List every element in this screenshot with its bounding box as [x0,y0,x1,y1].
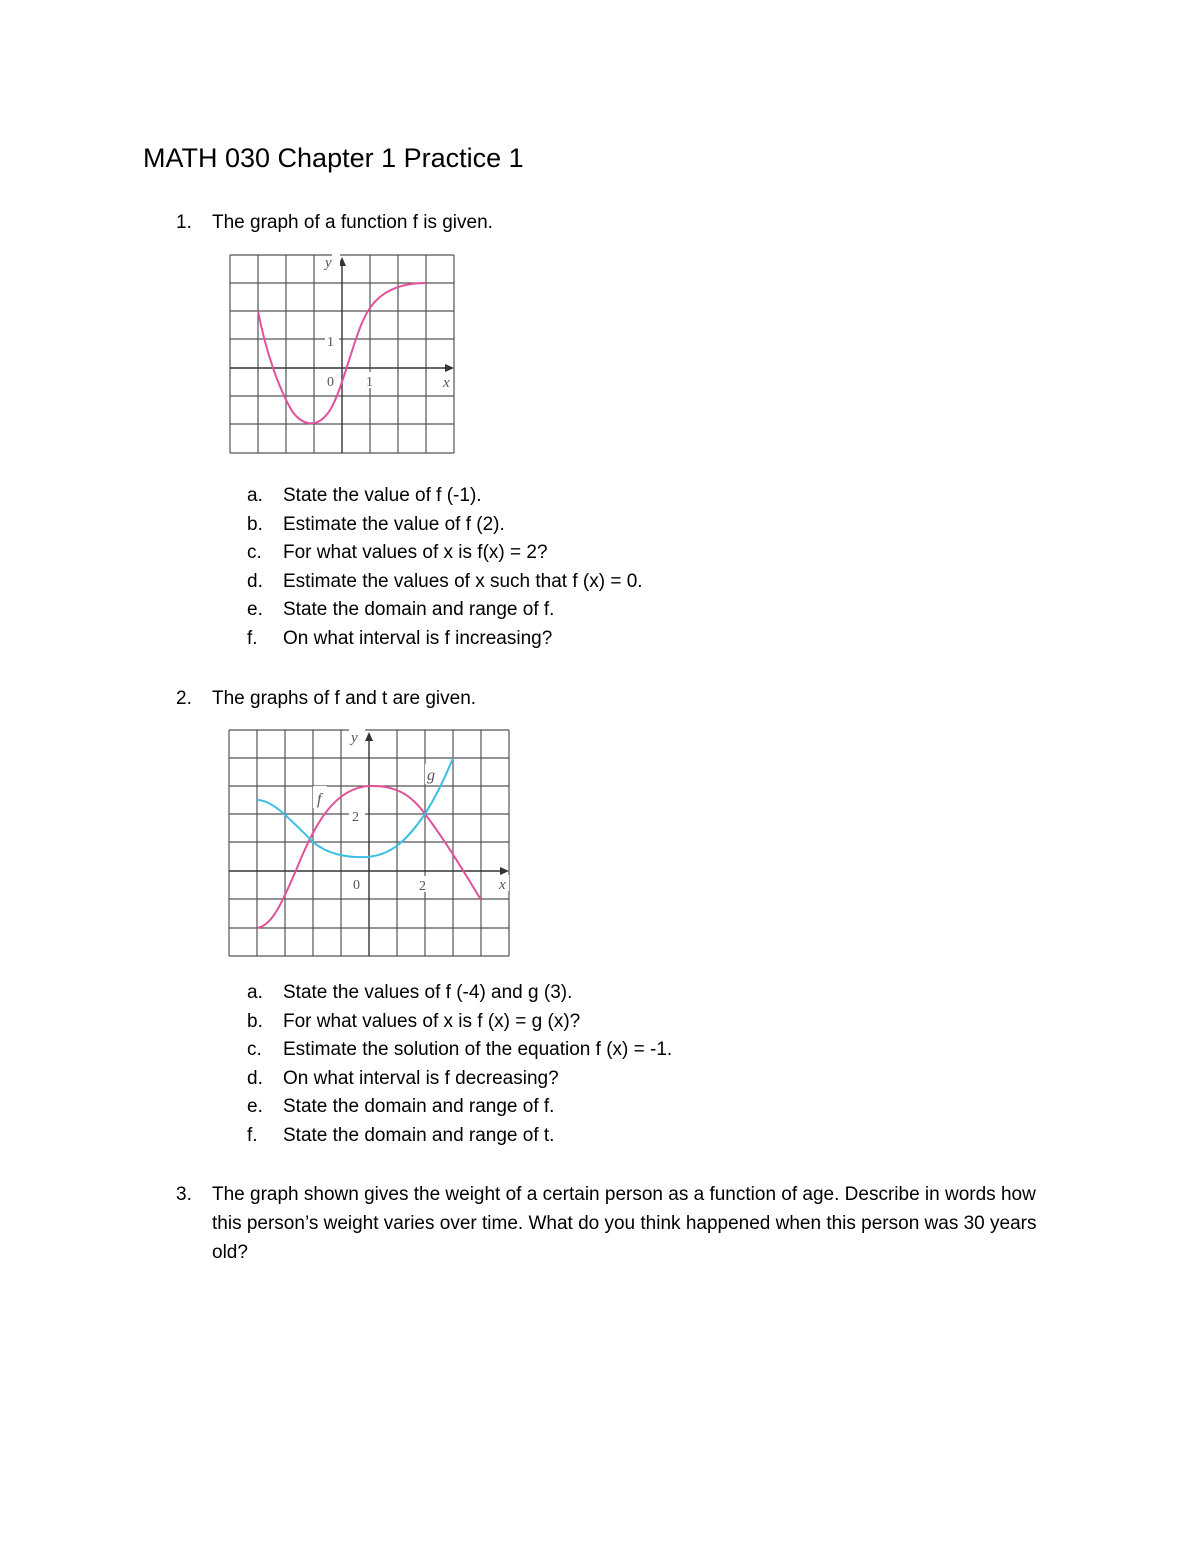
part-text: On what interval is f decreasing? [283,1067,559,1089]
y-axis-label: y [351,730,358,746]
part-text: State the domain and range of f. [283,1096,555,1118]
part-letter: a. [247,485,263,506]
origin-label: 0 [327,375,334,390]
part-letter: f. [247,1124,258,1146]
part-text: State the domain and range of t. [283,1124,555,1146]
y-tick-label: 2 [352,810,359,825]
x-tick-label: 1 [366,375,373,390]
part-letter: b. [247,513,263,535]
g-curve-label: g [427,767,435,784]
graph-2 [227,728,513,960]
part-letter: b. [247,1010,263,1032]
page-title: MATH 030 Chapter 1 Practice 1 [143,143,524,173]
y-tick-label: 1 [327,335,334,350]
part-letter: d. [247,1067,263,1089]
question-text: The graph shown gives the weight of a certain person as a function of age. Describe in words how this person’s weight varies over time. What do you think happened when this person was 30 years old? [212,1184,1037,1263]
part-text: Estimate the value of f (2). [283,513,505,535]
part-text: On what interval is f increasing? [283,627,553,649]
part-letter: e. [247,1096,263,1118]
x-axis-arrow-icon [500,867,509,875]
y-axis-arrow-icon [365,732,373,741]
origin-label: 0 [353,878,360,893]
part-letter: c. [247,1039,262,1061]
x-axis-label: x [443,375,450,391]
f-curve-label: f [317,791,322,808]
question-number: 1. [176,212,192,233]
part-text: State the domain and range of f. [283,599,555,621]
part-text: Estimate the values of x such that f (x) = 0. [283,570,643,592]
part-text: State the values of f (-4) and g (3). [283,982,573,1003]
part-text: State the value of f (-1). [283,485,482,506]
part-letter: d. [247,570,263,592]
part-letter: f. [247,627,258,649]
graph-1 [228,253,458,457]
question-text: The graphs of f and t are given. [212,688,477,709]
part-text: For what values of x is f(x) = 2? [283,542,548,564]
question-text: The graph of a function f is given. [212,212,493,233]
x-axis-arrow-icon [445,364,454,372]
part-letter: a. [247,982,263,1003]
question-number: 3. [176,1184,192,1205]
x-axis-label: x [499,877,506,893]
question-number: 2. [176,688,192,709]
y-axis-label: y [325,255,332,271]
part-text: For what values of x is f (x) = g (x)? [283,1010,581,1032]
part-letter: e. [247,599,263,621]
part-letter: c. [247,542,262,564]
x-tick-label: 2 [419,879,426,894]
part-text: Estimate the solution of the equation f (x) = -1. [283,1039,673,1061]
